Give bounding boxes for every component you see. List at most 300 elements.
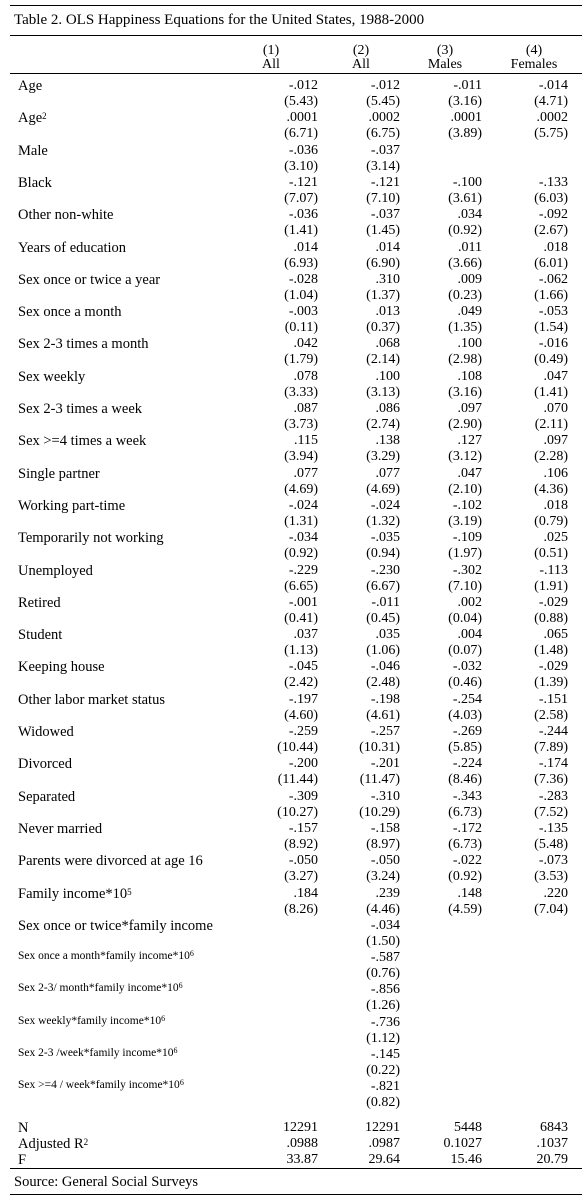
row-label	[18, 110, 47, 127]
coefficient-cell: .002	[457, 594, 482, 610]
coefficient-cell: -.121	[370, 174, 400, 190]
row-label-superscript: 5	[127, 886, 132, 897]
tstat-cell: (6.65)	[284, 578, 318, 594]
tstat-cell: (3.66)	[448, 255, 482, 271]
tstat-cell: (3.27)	[284, 869, 318, 885]
row-label-text: Male	[18, 142, 48, 159]
tstat-cell: (2.74)	[366, 417, 400, 432]
stat-value-cell: .0987	[368, 1136, 400, 1151]
row-label	[18, 886, 132, 903]
tstat-cell: (3.13)	[366, 384, 400, 400]
row-label-text: Age	[18, 78, 43, 94]
coefficient-cell: .068	[375, 336, 400, 352]
row-label	[18, 143, 48, 160]
coefficient-cell: -.109	[452, 530, 482, 546]
tstat-cell: (1.48)	[534, 643, 568, 659]
header-rule	[10, 73, 582, 74]
row-label	[18, 240, 126, 257]
tstat-cell: (3.94)	[284, 449, 318, 465]
row-label	[18, 627, 62, 644]
coefficient-cell: -.053	[538, 304, 568, 320]
tstat-cell: (5.45)	[366, 94, 400, 109]
row-label	[18, 498, 125, 515]
coefficient-cell: .097	[457, 401, 482, 416]
coefficient-cell: .018	[543, 239, 568, 255]
coefficient-cell: -.224	[452, 756, 482, 772]
row-label	[18, 692, 165, 709]
coefficient-cell: .310	[375, 271, 400, 287]
row-label	[18, 789, 75, 806]
tstat-cell: (4.36)	[534, 481, 568, 497]
stat-value-cell: 12291	[365, 1120, 400, 1135]
coefficient-cell: -.821	[370, 1079, 400, 1095]
tstat-cell: (1.06)	[366, 643, 400, 659]
coefficient-cell: -.135	[538, 820, 568, 836]
row-label-text: Sex weekly	[18, 368, 86, 385]
column-header-4	[499, 44, 569, 72]
coefficient-cell: .047	[543, 368, 568, 384]
row-label	[18, 724, 74, 741]
row-label-text: Keeping house	[18, 659, 105, 676]
row-label	[18, 821, 102, 838]
row-label-text: Never married	[18, 820, 103, 837]
stat-value-cell: 20.79	[536, 1152, 568, 1167]
column-label: All	[262, 57, 280, 72]
coefficient-cell: -.158	[370, 820, 400, 836]
tstat-cell: (6.01)	[534, 255, 568, 271]
coefficient-cell: -.283	[538, 788, 568, 804]
coefficient-cell: -.011	[371, 594, 400, 610]
row-label	[18, 207, 113, 224]
tstat-cell: (0.92)	[284, 546, 318, 562]
tstat-cell: (2.28)	[534, 449, 568, 465]
tstat-cell: (7.10)	[448, 578, 482, 594]
row-label	[18, 853, 203, 870]
coefficient-cell: -.309	[288, 788, 318, 804]
tstat-cell: (1.31)	[284, 513, 318, 529]
row-label	[18, 433, 146, 450]
coefficient-cell: -.310	[370, 788, 400, 804]
coefficient-cell: -.172	[452, 820, 482, 836]
coefficient-cell: -.343	[452, 788, 482, 804]
tstat-cell: (0.41)	[284, 610, 318, 626]
row-label	[18, 530, 164, 547]
coefficient-cell: -.587	[370, 950, 400, 966]
tstat-cell: (2.10)	[448, 481, 482, 497]
stat-value-cell: .0988	[286, 1136, 318, 1151]
tstat-cell: (10.29)	[359, 804, 400, 820]
coefficient-cell: -.014	[538, 78, 568, 93]
tstat-cell: (1.54)	[534, 320, 568, 336]
row-label-text: Sex 2-3 times a week	[18, 401, 143, 417]
coefficient-cell: -.151	[538, 691, 568, 707]
row-label-text: Temporarily not working	[18, 530, 164, 547]
row-label-text: Working part-time	[18, 497, 126, 514]
tstat-cell: (7.07)	[284, 190, 318, 206]
coefficient-cell: .037	[293, 627, 318, 643]
row-label	[18, 659, 105, 676]
row-label-text: Divorced	[18, 756, 72, 773]
row-label-text: Sex weekly*family income*10	[18, 1014, 162, 1027]
coefficient-cell: -.024	[288, 497, 318, 513]
coefficient-cell: -.012	[288, 78, 318, 93]
coefficient-cell: -.198	[370, 691, 400, 707]
coefficient-cell: .042	[293, 336, 318, 352]
tstat-cell: (11.47)	[359, 772, 400, 788]
row-label	[18, 272, 160, 289]
column-header-1	[236, 44, 306, 72]
row-label-text: Student	[18, 627, 63, 644]
row-label	[18, 401, 142, 418]
row-label-text: Sex once a month*family income*10	[18, 950, 190, 963]
coefficient-cell: -.050	[288, 853, 318, 869]
row-label-superscript: 6	[189, 949, 194, 959]
tstat-cell: (4.60)	[284, 707, 318, 723]
coefficient-cell: .014	[375, 239, 400, 255]
tstat-cell: (0.04)	[448, 610, 482, 626]
tstat-cell: (3.14)	[366, 158, 400, 174]
table-source: Source: General Social Surveys	[14, 1174, 199, 1190]
coefficient-cell: -.036	[288, 207, 318, 223]
tstat-cell: (0.22)	[366, 1063, 400, 1078]
footer-rule	[10, 1194, 582, 1195]
tstat-cell: (1.91)	[534, 578, 568, 594]
row-label-superscript: 6	[178, 981, 183, 991]
row-label-text: Separated	[18, 788, 76, 805]
stat-value-cell: 6843	[540, 1120, 568, 1135]
coefficient-cell: -.012	[370, 78, 400, 93]
coefficient-cell: .097	[543, 433, 568, 449]
coefficient-cell: -.003	[288, 304, 318, 320]
stat-label-superscript: 2	[83, 1137, 89, 1147]
coefficient-cell: .100	[375, 368, 400, 384]
tstat-cell: (3.12)	[448, 449, 482, 465]
tstat-cell: (1.79)	[284, 352, 318, 368]
coefficient-cell: -.100	[452, 174, 482, 190]
row-label	[18, 982, 183, 994]
coefficient-cell: -.200	[288, 756, 318, 772]
tstat-cell: (10.44)	[277, 740, 318, 755]
coefficient-cell: .100	[457, 336, 482, 352]
row-label-text: Unemployed	[18, 562, 93, 579]
tstat-cell: (7.04)	[534, 901, 568, 917]
column-number: (3)	[436, 43, 454, 58]
tstat-cell: (0.79)	[534, 513, 568, 529]
coefficient-cell: .004	[457, 627, 482, 643]
tstat-cell: (2.42)	[284, 675, 318, 691]
coefficient-cell: .014	[293, 239, 318, 255]
tstat-cell: (2.67)	[534, 223, 568, 239]
row-label-text: Other labor market status	[18, 691, 165, 708]
stat-value-cell: .1037	[536, 1136, 568, 1151]
coefficient-cell: -.254	[452, 691, 482, 707]
tstat-cell: (10.31)	[359, 740, 400, 755]
tstat-cell: (2.98)	[448, 352, 482, 368]
row-label-text: Sex 2-3/ month*family income*10	[18, 982, 179, 995]
coefficient-cell: -.269	[452, 724, 482, 739]
stat-label-text: Adjusted R	[18, 1136, 84, 1152]
row-label	[18, 304, 122, 321]
stat-value-cell: 5448	[454, 1120, 482, 1135]
coefficient-cell: -.001	[288, 594, 318, 610]
coefficient-cell: .070	[543, 401, 568, 416]
coefficient-cell: -.121	[288, 174, 318, 190]
tstat-cell: (3.24)	[366, 869, 400, 885]
coefficient-cell: -.035	[370, 530, 400, 546]
row-label-text: Years of education	[18, 239, 127, 256]
coefficient-cell: .0001	[450, 110, 482, 126]
row-label	[18, 1079, 184, 1091]
coefficient-cell: -.102	[452, 497, 482, 513]
coefficient-cell: -.062	[538, 271, 568, 287]
tstat-cell: (1.12)	[366, 1030, 400, 1046]
tstat-cell: (6.71)	[284, 126, 318, 142]
top-rule	[10, 5, 582, 6]
coefficient-cell: -.856	[370, 982, 400, 998]
coefficient-cell: .065	[543, 627, 568, 643]
tstat-cell: (2.11)	[534, 417, 568, 432]
tstat-cell: (0.94)	[366, 546, 400, 562]
tstat-cell: (1.37)	[366, 287, 400, 303]
row-label-text: Retired	[18, 594, 61, 611]
row-label	[18, 369, 85, 386]
coefficient-cell: -.024	[370, 497, 400, 513]
tstat-cell: (0.46)	[448, 675, 482, 691]
tstat-cell: (1.41)	[534, 384, 568, 400]
tstat-cell: (3.61)	[448, 190, 482, 206]
tstat-cell: (0.88)	[534, 610, 568, 626]
column-number: (2)	[352, 43, 370, 58]
tstat-cell: (6.75)	[366, 126, 400, 142]
tstat-cell: (5.75)	[534, 126, 568, 142]
row-label	[18, 950, 194, 962]
coefficient-cell: -.073	[538, 853, 568, 869]
coefficient-cell: -.034	[370, 917, 400, 933]
coefficient-cell: .220	[543, 885, 568, 901]
tstat-cell: (8.26)	[284, 901, 318, 917]
row-label	[18, 918, 213, 935]
coefficient-cell: -.029	[538, 594, 568, 610]
tstat-cell: (5.43)	[284, 94, 318, 109]
coefficient-cell: -.037	[370, 207, 400, 223]
row-label-text: Age	[18, 110, 43, 127]
row-label-text: Sex >=4 / week*family income*10	[18, 1079, 180, 1092]
coefficient-cell: .184	[293, 885, 318, 901]
coefficient-cell: .049	[457, 304, 482, 320]
row-label	[18, 595, 61, 612]
coefficient-cell: -.050	[370, 853, 400, 869]
row-label	[18, 175, 52, 192]
row-label-superscript: 6	[179, 1078, 184, 1088]
row-label-text: Sex >=4 times a week	[18, 433, 147, 450]
coefficient-cell: .035	[375, 627, 400, 643]
bottom-rule	[10, 1168, 582, 1169]
tstat-cell: (1.45)	[366, 223, 400, 239]
coefficient-cell: -.032	[452, 659, 482, 675]
row-label-superscript: 6	[161, 1013, 166, 1023]
tstat-cell: (5.85)	[448, 740, 482, 755]
column-label: All	[352, 57, 370, 72]
coefficient-cell: .086	[375, 401, 400, 416]
coefficient-cell: -.028	[288, 271, 318, 287]
coefficient-cell: -.092	[538, 207, 568, 223]
coefficient-cell: -.229	[288, 562, 318, 578]
tstat-cell: (1.39)	[534, 675, 568, 691]
tstat-cell: (4.69)	[284, 481, 318, 497]
coefficient-cell: -.022	[452, 853, 482, 869]
tstat-cell: (4.03)	[448, 707, 482, 723]
row-label-text: Sex 2-3 /week*family income*10	[18, 1047, 174, 1059]
stat-label-text: N	[18, 1120, 29, 1136]
coefficient-cell: -.201	[370, 756, 400, 772]
row-label-text: Single partner	[18, 465, 100, 482]
row-label-text: Sex once a month	[18, 304, 122, 321]
coefficient-cell: .047	[457, 465, 482, 481]
coefficient-cell: .013	[375, 304, 400, 320]
coefficient-cell: .0002	[368, 110, 400, 126]
column-label: Females	[510, 57, 558, 72]
tstat-cell: (8.92)	[284, 836, 318, 852]
tstat-cell: (2.58)	[534, 707, 568, 723]
tstat-cell: (6.73)	[448, 804, 482, 820]
tstat-cell: (3.16)	[448, 384, 482, 400]
coefficient-cell: .115	[294, 433, 318, 449]
column-number: (1)	[262, 43, 280, 58]
tstat-cell: (0.37)	[366, 320, 400, 336]
coefficient-cell: .106	[543, 465, 568, 481]
coefficient-cell: .108	[457, 368, 482, 384]
coefficient-cell: -.244	[538, 724, 568, 739]
tstat-cell: (0.23)	[448, 287, 482, 303]
row-label-text: Family income*10	[18, 885, 128, 902]
column-label: Males	[427, 57, 463, 72]
tstat-cell: (11.44)	[277, 772, 318, 788]
coefficient-cell: -.259	[288, 724, 318, 739]
coefficient-cell: .0001	[286, 110, 318, 126]
tstat-cell: (7.36)	[534, 772, 568, 788]
tstat-cell: (8.46)	[448, 772, 482, 788]
tstat-cell: (0.45)	[366, 610, 400, 626]
stat-value-cell: 29.64	[368, 1152, 400, 1167]
row-label-superscript: 6	[173, 1046, 178, 1055]
coefficient-cell: .077	[375, 465, 400, 481]
row-label	[18, 1047, 178, 1059]
coefficient-cell: -.157	[288, 820, 318, 836]
row-label	[18, 78, 42, 95]
tstat-cell: (0.07)	[448, 643, 482, 659]
column-header-2	[326, 44, 396, 72]
row-label	[18, 466, 100, 483]
coefficient-cell: -.133	[538, 174, 568, 190]
tstat-cell: (3.53)	[534, 869, 568, 885]
tstat-cell: (3.73)	[284, 417, 318, 432]
tstat-cell: (1.41)	[284, 223, 318, 239]
title-rule	[10, 35, 582, 36]
coefficient-cell: -.029	[538, 659, 568, 675]
coefficient-cell: .034	[457, 207, 482, 223]
stat-value-cell: 15.46	[450, 1152, 482, 1167]
tstat-cell: (6.03)	[534, 190, 568, 206]
stat-value-cell: 0.1027	[443, 1136, 482, 1151]
tstat-cell: (7.52)	[534, 804, 568, 820]
coefficient-cell: -.046	[370, 659, 400, 675]
tstat-cell: (1.97)	[448, 546, 482, 562]
tstat-cell: (3.10)	[284, 158, 318, 174]
tstat-cell: (1.35)	[448, 320, 482, 336]
tstat-cell: (4.71)	[534, 94, 568, 109]
tstat-cell: (3.33)	[284, 384, 318, 400]
row-label-text: Sex once or twice*family income	[18, 917, 213, 934]
tstat-cell: (6.73)	[448, 836, 482, 852]
tstat-cell: (0.76)	[366, 966, 400, 982]
stat-label	[18, 1120, 28, 1137]
coefficient-cell: -.257	[370, 724, 400, 739]
row-label	[18, 336, 149, 353]
tstat-cell: (5.48)	[534, 836, 568, 852]
tstat-cell: (4.69)	[366, 481, 400, 497]
tstat-cell: (0.82)	[366, 1095, 400, 1111]
tstat-cell: (4.61)	[366, 707, 400, 723]
tstat-cell: (6.90)	[366, 255, 400, 271]
row-label-text: Sex once or twice a year	[18, 271, 161, 288]
tstat-cell: (2.14)	[366, 352, 400, 368]
coefficient-cell: .078	[293, 368, 318, 384]
coefficient-cell: .138	[375, 433, 400, 449]
coefficient-cell: .0002	[536, 110, 568, 126]
stat-value-cell: 33.87	[286, 1152, 318, 1167]
coefficient-cell: -.230	[370, 562, 400, 578]
coefficient-cell: -.034	[288, 530, 318, 546]
coefficient-cell: -.302	[452, 562, 482, 578]
tstat-cell: (2.48)	[366, 675, 400, 691]
coefficient-cell: .077	[293, 465, 318, 481]
tstat-cell: (6.67)	[366, 578, 400, 594]
tstat-cell: (0.11)	[284, 320, 318, 336]
tstat-cell: (0.92)	[448, 223, 482, 239]
row-label	[18, 563, 93, 580]
coefficient-cell: .011	[458, 239, 482, 255]
row-label	[18, 756, 72, 773]
tstat-cell: (10.27)	[277, 804, 318, 820]
table-title: Table 2. OLS Happiness Equations for the United States, 1988-2000	[14, 12, 425, 28]
coefficient-cell: -.145	[370, 1047, 400, 1062]
column-header-3	[410, 44, 480, 72]
row-label-text: Other non-white	[18, 207, 114, 224]
coefficient-cell: .009	[457, 271, 482, 287]
tstat-cell: (1.13)	[284, 643, 318, 659]
tstat-cell: (3.16)	[448, 94, 482, 109]
coefficient-cell: .127	[457, 433, 482, 449]
tstat-cell: (0.92)	[448, 869, 482, 885]
coefficient-cell: .239	[375, 885, 400, 901]
coefficient-cell: -.016	[538, 336, 568, 352]
tstat-cell: (1.66)	[534, 287, 568, 303]
coefficient-cell: -.113	[539, 562, 568, 578]
tstat-cell: (0.51)	[534, 546, 568, 562]
row-label-text: Widowed	[18, 724, 74, 740]
tstat-cell: (0.49)	[534, 352, 568, 368]
tstat-cell: (3.29)	[366, 449, 400, 465]
column-number: (4)	[525, 43, 543, 58]
tstat-cell: (1.32)	[366, 513, 400, 529]
stat-label	[18, 1152, 26, 1169]
coefficient-cell: -.011	[453, 78, 482, 93]
tstat-cell: (7.10)	[366, 190, 400, 206]
tstat-cell: (1.26)	[366, 998, 400, 1014]
coefficient-cell: .148	[457, 885, 482, 901]
coefficient-cell: -.037	[370, 142, 400, 158]
tstat-cell: (3.19)	[448, 513, 482, 529]
